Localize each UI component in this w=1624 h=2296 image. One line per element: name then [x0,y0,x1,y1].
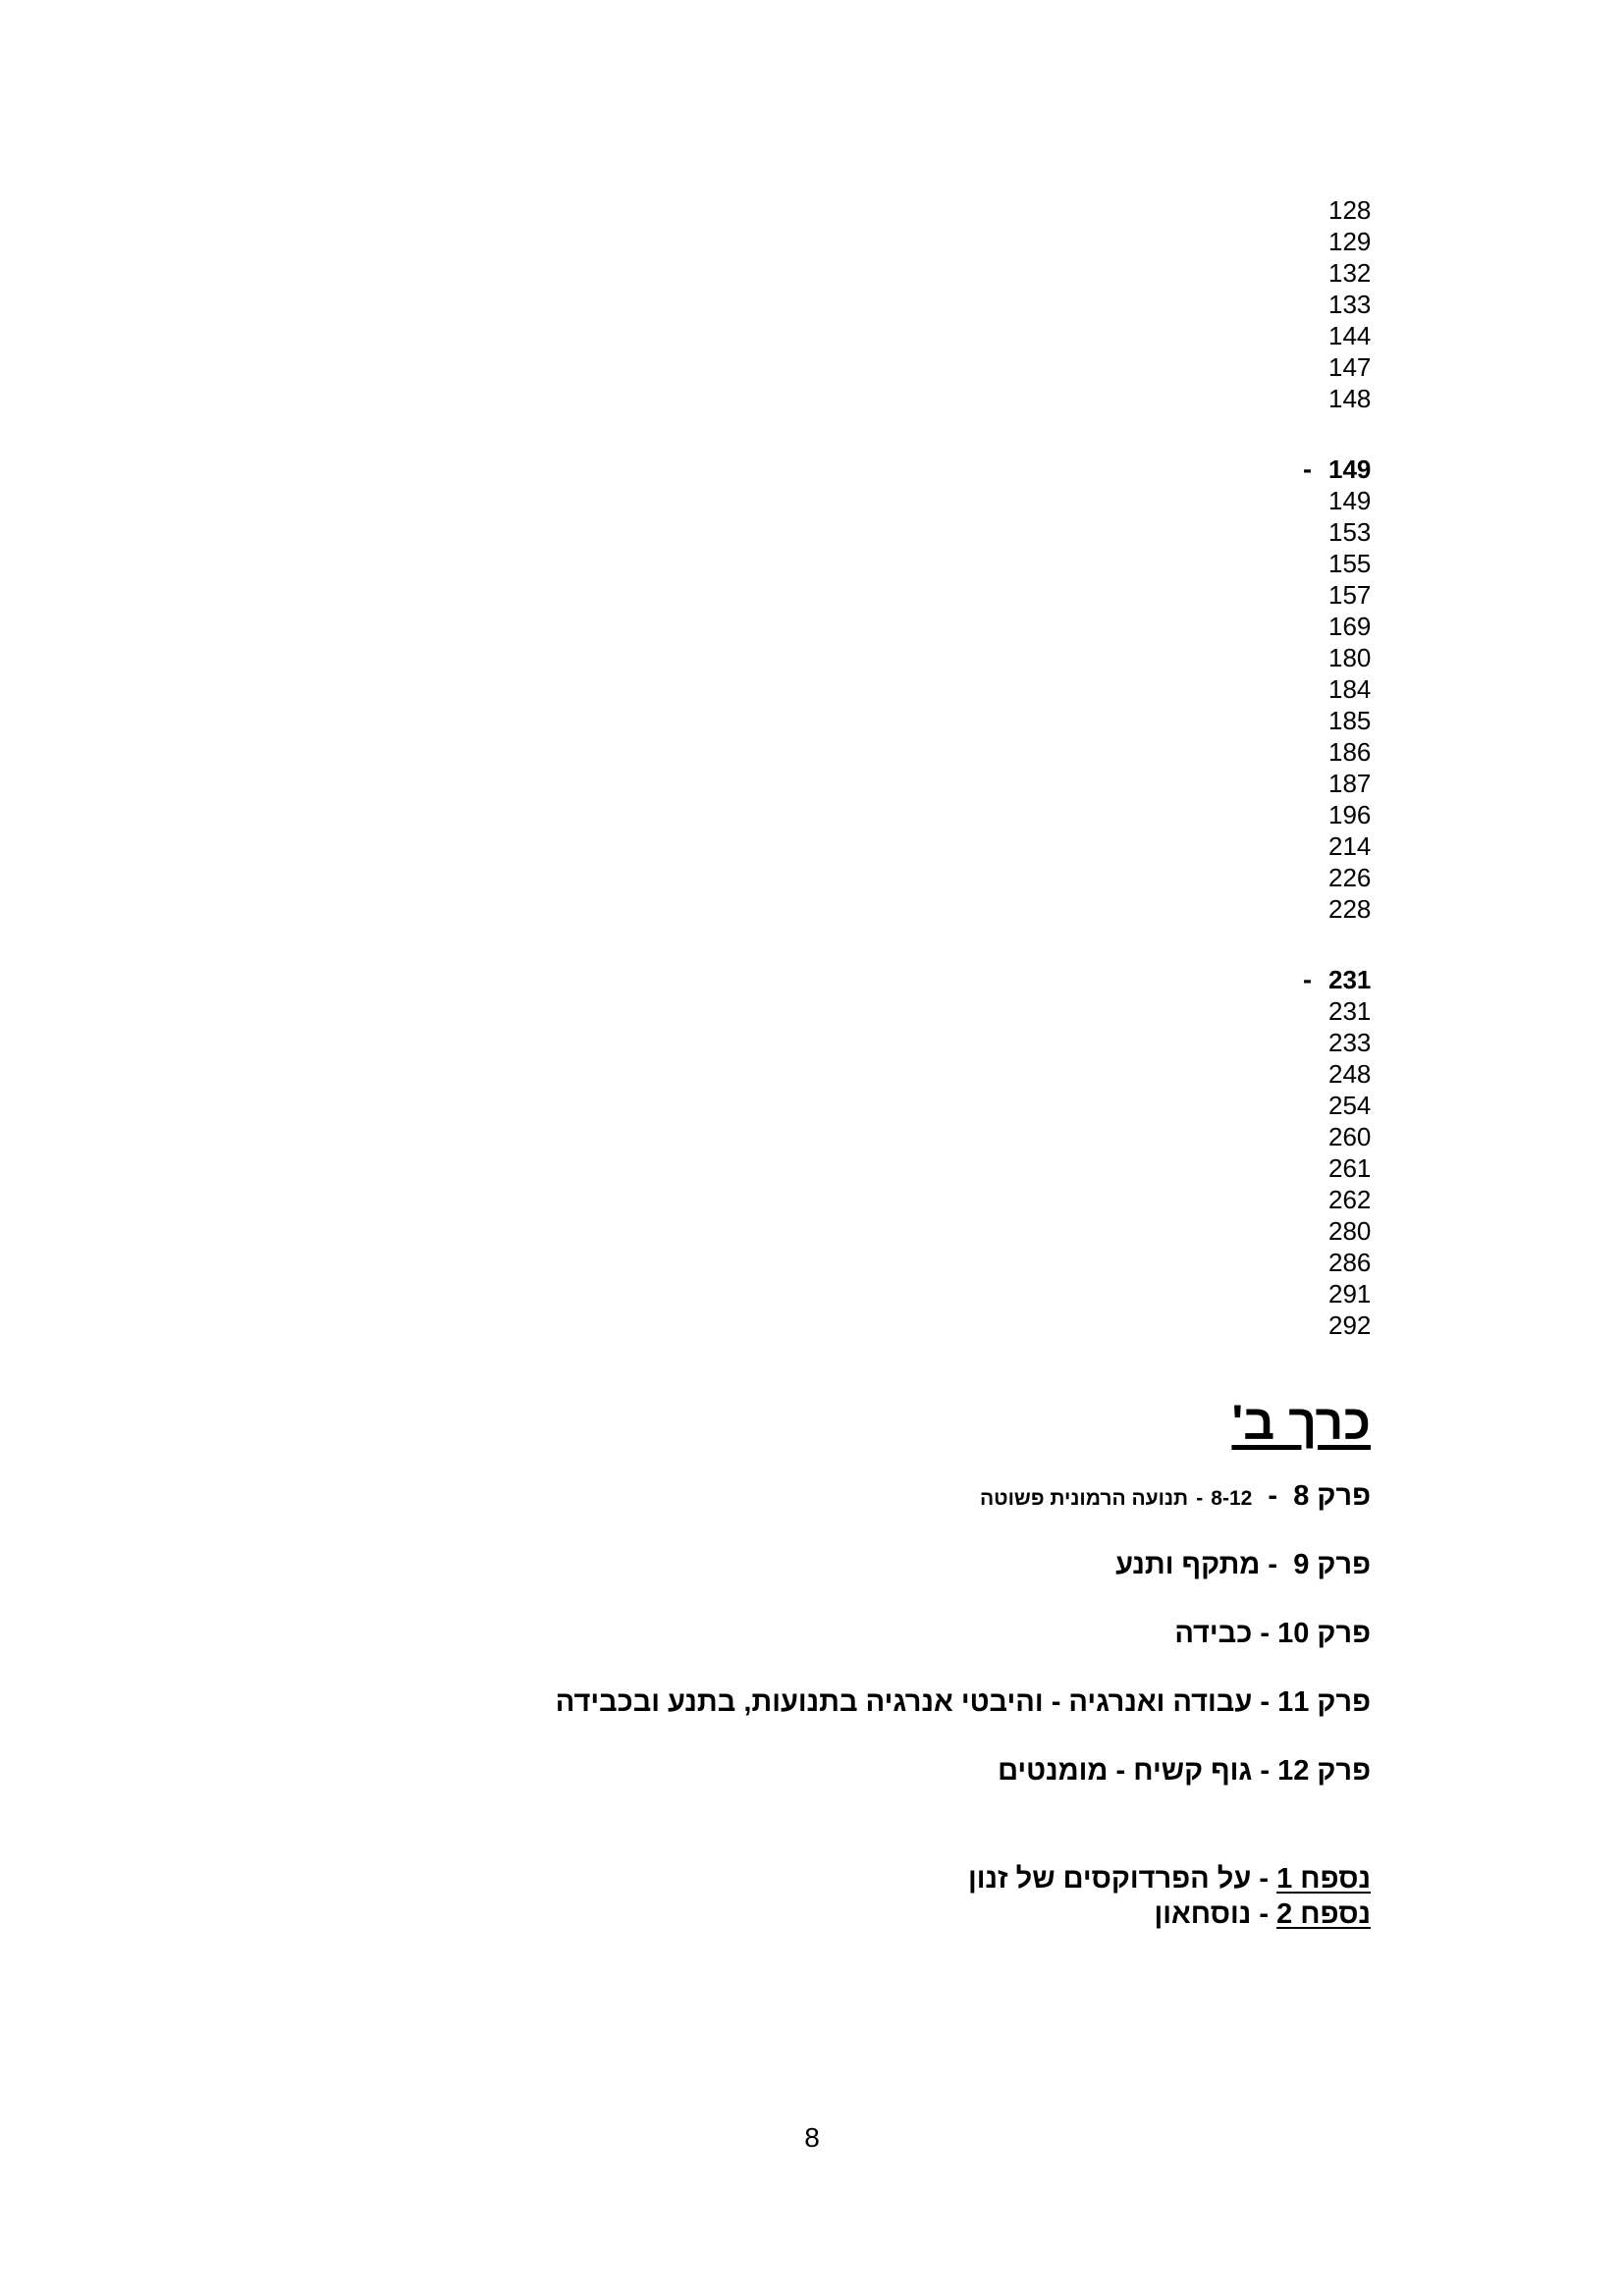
volume-b-separator: - [1260,1686,1271,1718]
volume-b-appendix-1 [968,1863,1371,1896]
toc-page-number: 291 [1328,1279,1372,1308]
toc-page-number: 228 [1328,894,1372,924]
toc-page-number: 153 [1328,517,1372,547]
toc-page-number: 254 [1328,1091,1372,1120]
toc-page-number: 157 [1328,580,1372,610]
volume-b-item-chapter-12 [998,1755,1371,1788]
toc-page-number: 233 [1328,1028,1372,1057]
chapter-8-page-number: 231 [1328,965,1372,994]
toc-page-number: 286 [1328,1248,1372,1277]
volume-b-separator: - [1196,1487,1204,1510]
appendix-title: נוסחאון [1154,1898,1252,1930]
toc-page-number: 196 [1328,800,1372,829]
volume-b-chapter-title: גוף קשיח - מומנטים [998,1755,1253,1787]
volume-b-separator: - [1268,1549,1278,1580]
toc-page-number: 280 [1328,1216,1372,1246]
volume-b-section-number: 8-12 [1211,1487,1253,1510]
toc-page-number: 128 [1328,195,1372,225]
toc-page-number: 186 [1328,737,1372,767]
volume-b-chapter-title: כבידה [1174,1618,1253,1649]
toc-page-number: 144 [1328,321,1372,350]
toc-page-number: 260 [1328,1122,1372,1151]
volume-b-separator: - [1260,1755,1271,1787]
volume-b-chapter-title: מתקף ותנע [1115,1549,1261,1580]
volume-b-chapter-label: פרק 12 [1277,1755,1371,1787]
volume-b-chapter-title: עבודה ואנרגיה - והיבטי אנרגיה בתנועות, בתנע ובכבידה [555,1686,1253,1718]
toc-page-number: 261 [1328,1153,1372,1183]
page-number: 8 [804,2122,820,2153]
toc-page-number: 262 [1328,1185,1372,1214]
appendix-separator: - [1259,1863,1270,1895]
appendix-title: על הפרדוקסים של זנון [967,1863,1252,1895]
volume-b-chapter-label: פרק 9 [1293,1549,1371,1580]
appendix-label: נספח 1 [1276,1863,1371,1895]
appendix-separator: - [1259,1898,1270,1930]
toc-page-number: 184 [1328,674,1372,704]
toc-page-number: 155 [1328,549,1372,578]
toc-page-number: 226 [1328,863,1372,892]
toc-page-number: 129 [1328,227,1372,256]
toc-page-number: 185 [1328,706,1372,735]
toc-page-number: 292 [1328,1310,1372,1340]
toc-page-number: 214 [1328,831,1372,861]
toc-page-number: 248 [1328,1059,1372,1089]
toc-page-number: 132 [1328,258,1372,288]
volume-b-item-chapter-11 [556,1686,1371,1719]
toc-page-number: 169 [1328,612,1372,641]
volume-b-separator: - [1268,1480,1278,1512]
chapter-7-page-number: 149 [1328,454,1372,484]
toc-page-number: 133 [1328,290,1372,319]
toc-page-number: 147 [1328,352,1372,382]
appendix-label: נספח 2 [1276,1898,1371,1930]
volume-b-chapter-label: פרק 11 [1277,1686,1371,1718]
volume-b-item-chapter-9 [1115,1549,1371,1581]
toc-page-number: 149 [1328,486,1372,515]
volume-b-item-chapter-10 [1174,1618,1371,1650]
chapter-8-dash: - [1303,965,1312,994]
volume-b-appendix-2 [1155,1898,1372,1931]
volume-b-item-chapter-8 [980,1480,1371,1513]
volume-b-chapter-label: פרק 10 [1277,1618,1371,1649]
volume-b-separator: - [1260,1618,1271,1649]
chapter-7-dash: - [1303,454,1312,484]
toc-page-number: 180 [1328,643,1372,672]
volume-b-chapter-label: פרק 8 [1293,1480,1371,1512]
toc-page-number: 187 [1328,769,1372,798]
volume-b-chapter-title: תנועה הרמונית פשוטה [979,1487,1189,1510]
toc-page-number: 231 [1328,996,1372,1026]
volume-b-title: כרך ב' [1231,1395,1371,1450]
toc-page-number: 148 [1328,384,1372,413]
